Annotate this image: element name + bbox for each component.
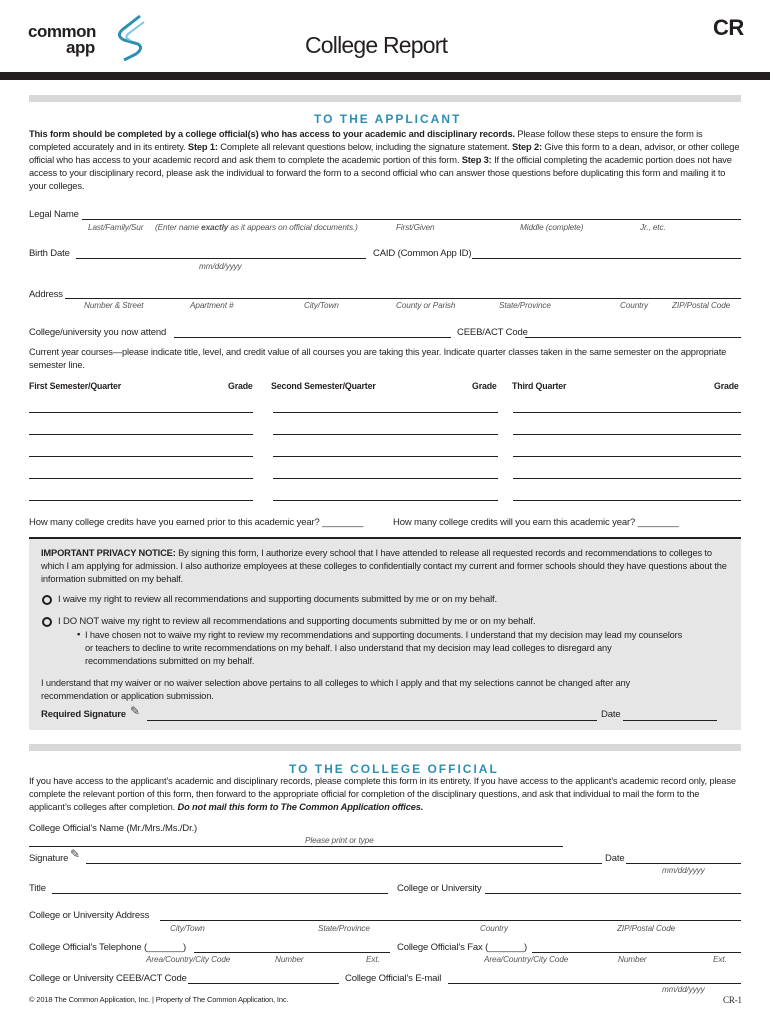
official-address-sub-country: Country xyxy=(480,924,508,933)
address-field[interactable] xyxy=(65,298,741,299)
logo-text-common: common xyxy=(28,22,96,41)
official-instructions: If you have access to the applicant’s academic and disciplinary records, please complete this form in its entirety. If you have access to the applicant’s academic record only, please complete the relevant portion of this form, then forward to the appropriate official for completion of the disciplinary questions, and ask that individual to mail the form to the applicant’s colleges after completion. Do not mail this form to The Common Application offices. xyxy=(29,776,736,812)
official-date-label: Date xyxy=(605,853,625,864)
course-line-second-2[interactable] xyxy=(273,434,498,435)
legal-name-sub-enter: (Enter name exactly as it appears on official documents.) xyxy=(155,223,358,232)
pencil-icon: ✎ xyxy=(130,704,141,718)
address-sub-county: County or Parish xyxy=(396,301,456,310)
required-signature-field[interactable] xyxy=(147,720,597,721)
legal-name-sub-middle: Middle (complete) xyxy=(520,223,584,232)
course-line-first-3[interactable] xyxy=(29,456,253,457)
official-phone-field[interactable] xyxy=(194,952,390,953)
required-signature-label: Required Signature xyxy=(41,709,126,720)
ceeb-field[interactable] xyxy=(525,337,741,338)
course-line-first-2[interactable] xyxy=(29,434,253,435)
legal-name-label: Legal Name xyxy=(29,209,79,220)
course-line-first-5[interactable] xyxy=(29,500,253,501)
official-college-label: College or University xyxy=(397,883,482,894)
official-signature-label: Signature xyxy=(29,853,69,864)
applicant-heading: TO THE APPLICANT xyxy=(314,112,462,126)
college-attend-label: College/university you now attend xyxy=(29,327,167,338)
col-first-semester: First Semester/Quarter xyxy=(29,381,122,391)
official-fax-sub-area: Area/Country/City Code xyxy=(484,955,569,964)
official-fax-sub-number: Number xyxy=(618,955,647,964)
credits-this-year-question: How many college credits will you earn this academic year? ________ xyxy=(393,517,679,528)
applicant-instructions: This form should be completed by a college official(s) who has access to your academic and disciplinary records. Please follow these steps to ensure the form is completed accurately and in its entirety. Step 1: Complete all relevant questions below, including the signature statement. Step 2: Give this form to a dean, advisor, or other college official who has access to your academic record and ask them to complete the academic portion of this form. Step 3: If the official completing the academic portion does not have access to your disciplinary record, please ask the individual to forward the form to a second official who can answer those questions before duplicating this form and mailing it to your colleges. xyxy=(29,129,740,191)
official-signature-field[interactable] xyxy=(86,863,602,864)
official-phone-sub-number: Number xyxy=(275,955,304,964)
col-first-grade: Grade xyxy=(228,381,253,391)
caid-label: CAID (Common App ID) xyxy=(373,248,472,259)
official-email-field[interactable] xyxy=(448,983,741,984)
birth-date-label: Birth Date xyxy=(29,248,70,259)
address-sub-zip: ZIP/Postal Code xyxy=(672,301,731,310)
privacy-notice-text: IMPORTANT PRIVACY NOTICE: By signing this form, I authorize every school that I have attended to release all requested records and recommendations to colleges to which I am applying for admission. I also authorize employees at these colleges to confidentially contact my current and former schools should they have questions about the information submitted on my behalf. xyxy=(41,548,727,584)
bullet-icon: • xyxy=(77,629,81,640)
official-fax-label: College Official’s Fax (_______) xyxy=(397,942,528,953)
official-fax-field[interactable] xyxy=(532,952,741,953)
address-label: Address xyxy=(29,289,63,300)
birth-date-sub: mm/dd/yyyy xyxy=(199,262,242,271)
legal-name-sub-jr: Jr., etc. xyxy=(640,223,666,232)
course-line-second-5[interactable] xyxy=(273,500,498,501)
not-waive-radio[interactable] xyxy=(42,617,52,627)
official-address-label: College or University Address xyxy=(29,910,150,921)
waive-radio[interactable] xyxy=(42,595,52,605)
pencil-icon: ✎ xyxy=(70,847,81,861)
official-title-field[interactable] xyxy=(52,893,388,894)
col-second-semester: Second Semester/Quarter xyxy=(271,381,376,391)
credits-prior-question: How many college credits have you earned prior to this academic year? ________ xyxy=(29,517,364,528)
course-line-third-1[interactable] xyxy=(513,412,741,413)
waiver-understanding: I understand that my waiver or no waiver selection above pertains to all colleges to which I apply and that my selections cannot be changed after any recommendation or application submission. xyxy=(41,678,631,701)
footer-copyright: © 2018 The Common Application, Inc. | Property of The Common Application, Inc. xyxy=(29,995,289,1004)
not-waive-explanation: I have chosen not to waive my right to review my recommendations and supporting documents. I understand that my decision may lead my counselors or teachers to decline to write recommendations on my behalf. I also understand that my decision may lead colleges to disregard any recommendations submitted on my behalf. xyxy=(85,630,683,666)
official-title-label: Title xyxy=(29,883,46,894)
col-third-grade: Grade xyxy=(714,381,739,391)
course-line-second-4[interactable] xyxy=(273,478,498,479)
official-phone-label: College Official’s Telephone (_______) xyxy=(29,942,186,953)
course-line-second-3[interactable] xyxy=(273,456,498,457)
address-sub-city: City/Town xyxy=(304,301,339,310)
header-rule xyxy=(0,72,770,80)
logo-text-app: app xyxy=(66,38,95,57)
official-phone-sub-ext: Ext. xyxy=(366,955,380,964)
address-sub-apt: Apartment # xyxy=(190,301,234,310)
course-line-third-5[interactable] xyxy=(513,500,741,501)
official-address-sub-city: City/Town xyxy=(170,924,205,933)
official-address-sub-zip: ZIP/Postal Code xyxy=(617,924,676,933)
footer-page-number: CR-1 xyxy=(723,995,742,1005)
page-title: College Report xyxy=(305,32,448,58)
official-section-bar xyxy=(29,744,741,751)
ceeb-label: CEEB/ACT Code xyxy=(457,327,528,338)
official-name-field[interactable] xyxy=(29,846,563,847)
legal-name-sub-last: Last/Family/Sur xyxy=(88,223,144,232)
privacy-notice-box xyxy=(29,537,741,730)
address-sub-country: Country xyxy=(620,301,648,310)
col-second-grade: Grade xyxy=(472,381,497,391)
course-line-first-1[interactable] xyxy=(29,412,253,413)
birth-date-field[interactable] xyxy=(76,258,366,259)
official-fax-sub-ext: Ext. xyxy=(713,955,727,964)
official-email-label: College Official’s E-mail xyxy=(345,973,442,984)
address-sub-state: State/Province xyxy=(499,301,551,310)
not-waive-label: I DO NOT waive my right to review all recommendations and supporting documents submitted by me or on my behalf. xyxy=(58,616,536,627)
official-address-field[interactable] xyxy=(160,920,741,921)
official-ceeb-field[interactable] xyxy=(188,983,339,984)
privacy-date-field[interactable] xyxy=(623,720,717,721)
courses-instructions: Current year courses—please indicate title, level, and credit value of all courses you are taking this year. Indicate quarter classes taken in the same semester on the appropriate semester line. xyxy=(29,347,727,370)
course-line-second-1[interactable] xyxy=(273,412,498,413)
official-name-label: College Official’s Name (Mr./Mrs./Ms./Dr.) xyxy=(29,823,198,834)
official-ceeb-label: College or University CEEB/ACT Code xyxy=(29,973,187,984)
course-line-first-4[interactable] xyxy=(29,478,253,479)
official-name-sub: Please print or type xyxy=(305,836,374,845)
caid-field[interactable] xyxy=(472,258,741,259)
official-phone-sub-area: Area/Country/City Code xyxy=(146,955,231,964)
privacy-date-label: Date xyxy=(601,709,621,720)
official-email-sub: mm/dd/yyyy xyxy=(662,985,705,994)
course-line-third-2[interactable] xyxy=(513,434,741,435)
address-sub-street: Number & Street xyxy=(84,301,144,310)
course-line-third-3[interactable] xyxy=(513,456,741,457)
official-college-field[interactable] xyxy=(485,893,741,894)
form-code: CR xyxy=(713,15,744,40)
col-third-quarter: Third Quarter xyxy=(512,381,567,391)
official-address-sub-state: State/Province xyxy=(318,924,370,933)
official-date-sub: mm/dd/yyyy xyxy=(662,866,705,875)
course-line-third-4[interactable] xyxy=(513,478,741,479)
college-attend-field[interactable] xyxy=(174,337,451,338)
official-heading: TO THE COLLEGE OFFICIAL xyxy=(289,762,499,776)
applicant-section-bar xyxy=(29,95,741,102)
legal-name-field[interactable] xyxy=(82,219,741,220)
common-app-logo-icon xyxy=(110,12,148,62)
official-date-field[interactable] xyxy=(626,863,741,864)
waive-label: I waive my right to review all recommendations and supporting documents submitted by me or on my behalf. xyxy=(58,594,498,605)
legal-name-sub-first: First/Given xyxy=(396,223,435,232)
